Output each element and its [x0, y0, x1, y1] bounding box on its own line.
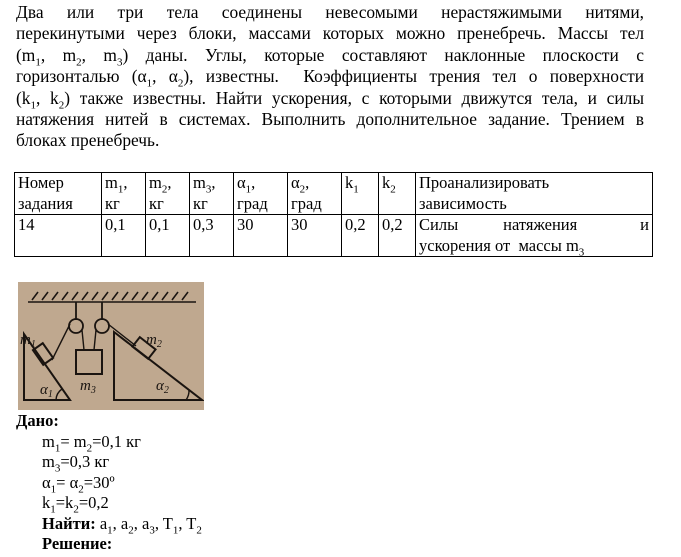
cell-alpha2: 30	[288, 215, 342, 257]
given-masses-12: $m_1= m_2=0,1$ кг	[42, 431, 141, 454]
label-m1: $m_1$	[20, 332, 36, 350]
cell-m3: 0,3	[190, 215, 234, 257]
given-heading: Дано:	[16, 411, 59, 430]
statement-line: блоках пренебречь.	[16, 130, 160, 151]
header-m2: $m_2$, кг	[146, 173, 190, 215]
cell-m2: 0,1	[146, 215, 190, 257]
given-friction: $k_1=k_2=0,2$	[42, 493, 109, 516]
header-alpha2: $\alpha_2$, град	[288, 173, 342, 215]
header-task-number: Номер задания	[15, 173, 102, 215]
label-alpha1: $\alpha_1$	[40, 382, 53, 400]
statement-line: перекинутыми через блоки, массами которых можно пренебречь. Массы тел	[16, 23, 644, 44]
cell-m1: 0,1	[102, 215, 146, 257]
solution-heading: Решение:	[42, 534, 113, 553]
cell-alpha1: 30	[234, 215, 288, 257]
cell-analysis: Силы натяжения и ускорения от массы $m_3$	[416, 215, 653, 257]
problem-statement	[16, 2, 644, 152]
task-table	[14, 172, 653, 257]
pulley-system-figure	[18, 282, 204, 410]
table-header-row	[15, 173, 653, 215]
find-line: Найти: $a_1$, $a_2$, $a_3$, $T_1$, $T_2$	[42, 513, 202, 536]
find-label: Найти:	[42, 513, 96, 533]
label-alpha2: $\alpha_2$	[156, 378, 169, 396]
label-m3: $m_3$	[80, 378, 96, 396]
given-block	[16, 411, 202, 555]
cell-task-number: 14	[15, 215, 102, 257]
statement-line: ($k_1$, $k_2$) также известны. Найти ускорения, с которыми движутся тела, и силы	[16, 87, 645, 112]
header-analysis: Проанализировать зависимость	[416, 173, 653, 215]
header-alpha1: $\alpha_1$, град	[234, 173, 288, 215]
cell-k1: 0,2	[342, 215, 379, 257]
header-m3: $m_3$, кг	[190, 173, 234, 215]
header-k1: $k_1$	[342, 173, 379, 215]
statement-line: Два или три тела соединены невесомыми нерастяжимыми нитями,	[16, 2, 644, 22]
statement-line: натяжения нитей в системах. Выполнить дополнительное задание. Трением в	[16, 109, 644, 130]
statement-line: горизонталью ($\alpha_1$, $\alpha_2$), известны. Коэффициенты трения тел о поверхности	[16, 66, 644, 90]
statement-line: ($m_1$, $m_2$, $m_3$) даны. Углы, которые составляют наклонные плоскости с	[16, 44, 644, 69]
header-k2: $k_2$	[379, 173, 416, 215]
given-mass-3: $m_3=0,3$ кг	[42, 452, 110, 475]
header-m1: $m_1$, кг	[102, 173, 146, 215]
table-row	[15, 215, 653, 257]
label-m2: $m_2$	[146, 332, 162, 350]
given-angles: $\alpha_1=$ $\alpha_2=30º$	[42, 472, 115, 495]
cell-k2: 0,2	[379, 215, 416, 257]
